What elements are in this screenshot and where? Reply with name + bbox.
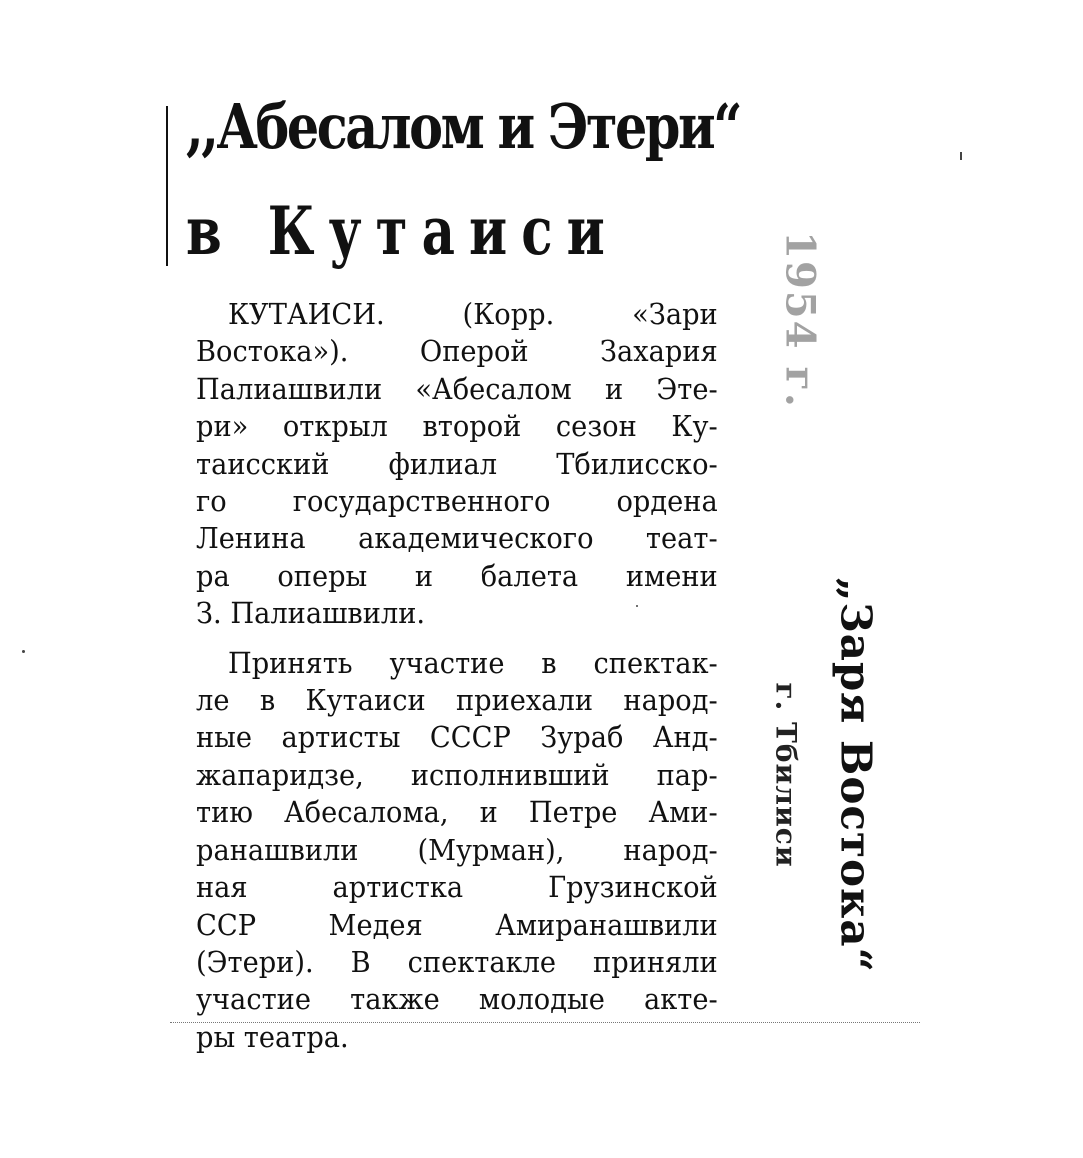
source-paper-name: „Заря Востока“ [831,577,881,973]
bottom-divider [170,1022,920,1023]
date-stamp [770,135,830,505]
headline [186,90,746,270]
text-line: ры театра. [196,1019,349,1054]
headline-line-1: ,,Абесалом и Этери“ [186,90,741,163]
source-city: г. Тбилиси [769,682,803,868]
text-line: жапаридзе, исполнивший пар- [196,757,718,792]
text-line: Палиашвили «Абесалом и Эте- [196,371,718,406]
text-line: КУТАИСИ. (Корр. «Зари [227,297,718,331]
text-line: Востока»). Оперой Захария [196,334,718,369]
text-line: ная артистка Грузинской [196,870,718,905]
text-line: ранашвили (Мурман), народ- [196,832,718,867]
text-line: ри» открыл второй сезон Ку- [196,409,718,444]
text-line: ные артисты СССР Зураб Анд- [196,720,718,755]
ink-speck [22,650,25,653]
ink-speck [636,605,638,607]
text-line: (Этери). В спектакле приняли [196,944,718,979]
text-line: З. Палиашвили. [196,596,426,631]
headline-rule [166,106,168,266]
ink-speck [960,152,962,160]
text-line: го государственного ордена [196,484,718,519]
text-line: ле в Кутаиси приехали народ- [196,683,718,718]
headline-line-2: в Кутаиси [186,192,619,270]
date-stamp-text: 1954 г. [776,231,824,409]
text-line: ССР Медея Амиранашвили [196,907,718,942]
paragraph-1 [196,296,718,633]
text-line: Ленина академического теат- [196,521,718,556]
text-line: тию Абесалома, и Петре Ами- [196,795,718,830]
text-line: участие также молодые акте- [196,982,718,1017]
paragraph-2 [196,645,718,1056]
text-line: Принять участие в спектак- [227,645,718,680]
article-body [196,296,718,1056]
text-line: ра оперы и балета имени [196,558,718,593]
source-stamp [760,577,910,973]
text-line: таисский филиал Тбилисско- [196,446,718,481]
